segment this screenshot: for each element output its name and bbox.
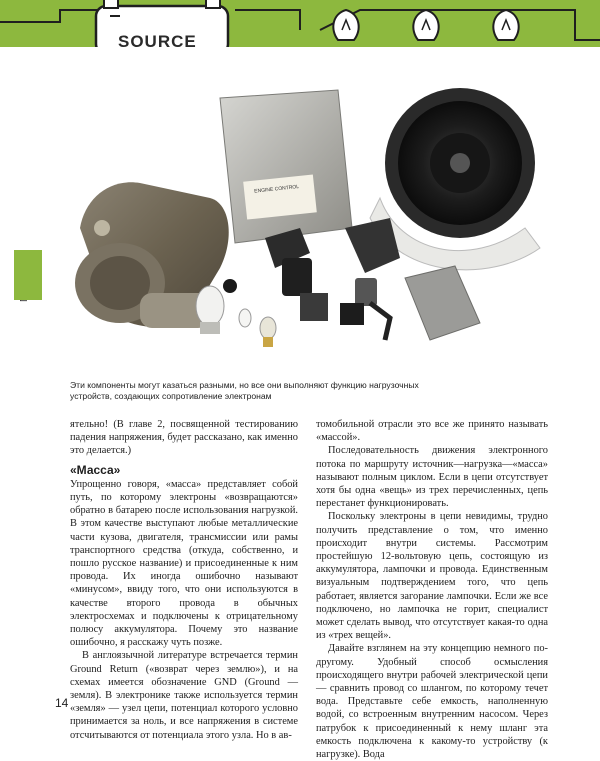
paragraph: Упрощенно говоря, «масса» представляет собой путь, по которому электроны «возвращаются» обратно в батарею после использования нагрузкой. В этом качестве выступают любые металлические части кузова, двигателя, трансмиссии или рамы транспортного средства (откуда, собственно, и пошло русское название) и присоединенные к ним провода. Их иногда ошибочно называют «минусом», ввиду того, что они используются в качестве второго провода в обычных электросхемах и подключены к отрицательному полюсу аккумулятора. Почему это название ошибочно, я расскажу чуть позже. <box>70 478 298 649</box>
wire-line <box>235 10 300 30</box>
paragraph: Давайте взглянем на эту концепцию немного по-другому. Удобный способ осмысления происходящего внутри рабочей электрической цепи — сравнить провод со шлангом, по которому течет вода. Представьте себе емкость, наполненную водой, со встроенным внутренним насосом. Через патрубок к присоединенный к нему шланг эта емкость подключена к какому-то устройству (к нагрузке). Вода <box>316 643 548 761</box>
engine-control-unit <box>220 90 352 243</box>
wire-line <box>0 10 100 22</box>
lightbulb-icon <box>493 10 518 40</box>
headlamp-bulb <box>196 286 224 334</box>
text-column-left <box>70 418 298 742</box>
lightbulb-icon <box>333 10 358 40</box>
small-bulbs <box>239 309 276 347</box>
section-heading: «Масса» <box>70 462 121 477</box>
banner-illustration <box>0 0 600 47</box>
wire-line <box>560 10 600 40</box>
top-banner <box>0 0 600 47</box>
banner-source-label: SOURCE <box>118 32 197 47</box>
chapter-tab-marker <box>14 250 42 300</box>
lightbulb-icon <box>413 10 438 40</box>
paragraph: Поскольку электроны в цепи невидимы, трудно получить представление о том, что именно происходит внутри системы. Рассмотрим простейшую 12-вольтовую цепь, состоящую из аккумулятора, лампочки и провода. Единственным визуальным подтверждением того, что цепь работает, является загорание лампочки. Если же все подключено, но лампочка не горит, специалист может сделать вывод, что отсутствует какая-то одна из «трех вещей». <box>316 511 548 642</box>
paragraph: ятельно! (В главе 2, посвященной тестированию падения напряжения, будет рассказано, как именно это делается.) <box>70 419 298 457</box>
photo-caption: Эти компоненты могут казаться разными, но все они выполняют функцию нагрузочных устройств, создающих сопротивление электронам <box>70 380 419 401</box>
page-number: 14 <box>55 696 69 710</box>
components-photo <box>70 78 550 378</box>
ecu-label: ENGINE CONTROL <box>253 183 300 195</box>
paragraph: В англоязычной литературе встречается термин Ground Return («возврат через землю»), и на схемах имеется обозначение GND (Ground — земля). В электронике также используется термин «земля» — узел цепи, потенциал которого условно принимается за ноль, и все напряжения в системе отсчитываются от потенциала этого узла. Но в ав- <box>70 650 298 741</box>
text-column-right <box>316 418 548 761</box>
paragraph: Последовательность движения электронного потока по маршруту источник—нагрузка—«масса» называют полным циклом. Если в цепи отсутствует хотя бы одна «вещь» из трех перечисленных, цепь перестанет функционировать. <box>316 445 548 510</box>
paragraph: томобильной отрасли это все же принято называть «массой». <box>316 419 548 444</box>
